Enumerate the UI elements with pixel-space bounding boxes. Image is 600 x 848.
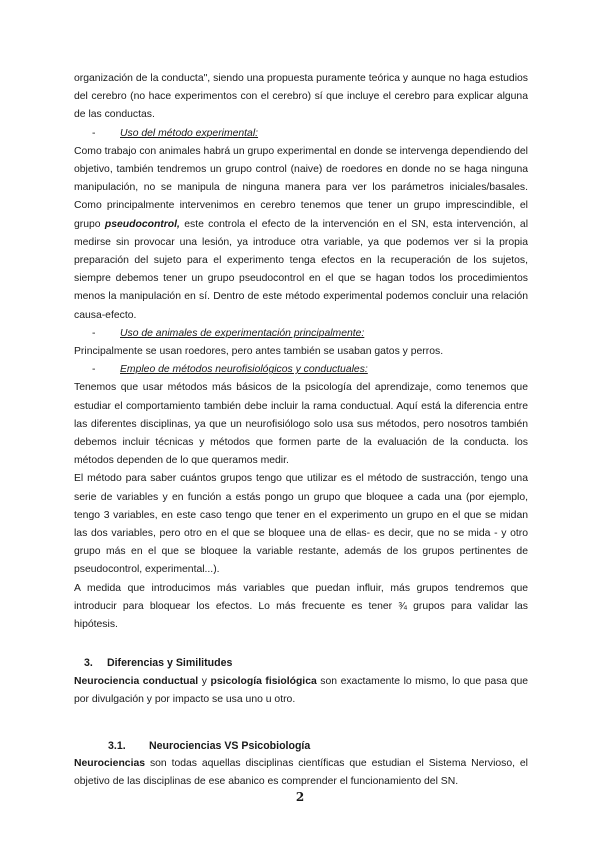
page-number: 2	[295, 790, 305, 804]
section-number: 3.1.	[108, 739, 126, 752]
metodo-experimental-paragraph	[74, 143, 528, 325]
section-3-heading	[74, 654, 528, 672]
sustraccion-paragraph: El método para saber cuántos grupos tengo que utilizar es el método de sustracción, tengo una serie de variables y en función a estás pongo un grupo que bloquee a cada una (por ejemplo, tengo 3 variables, en este caso tengo que tener en el experimento un grupo en el que se midan las dos variables, pero otro en el que se bloquee una de ellas- es decir, que no se mida - y otro grupo más en el que se bloquee la variable restante, además de los grupos pertinentes de pseudocontrol, experimental...).	[74, 473, 528, 576]
bullet-dash: -	[92, 364, 96, 376]
term-neurociencia-conductual: Neurociencia conductual	[74, 675, 199, 687]
bullet-title: Uso de animales de experimentación principalmente:	[120, 327, 365, 339]
metodos-paragraph: Tenemos que usar métodos más básicos de la psicología del aprendizaje, como tenemos que estudiar el comportamiento también debe incluir la rama conductual. Aquí está la diferencia entre las diferentes disciplinas, ya que un neurofisiólogo solo usa sus métodos, pero nosotros también debemos incluir técnicas y métodos que formen parte de la evaluación de la conducta. los métodos dependen de lo que queramos medir.	[74, 382, 528, 467]
section-title: Neurociencias VS Psicobiología	[148, 739, 311, 752]
variables-paragraph: A medida que introducimos más variables que puedan influir, más grupos tendremos que introducir para bloquear los efectos. Lo más frecuente es tener ¾ grupos para validar las hipótesis.	[74, 582, 528, 631]
spacer	[74, 709, 528, 717]
section-3-1-heading	[74, 737, 528, 755]
bullet-item-metodos-neurofisiologicos	[74, 361, 528, 379]
section-3-1-paragraph	[74, 755, 528, 791]
bullet-item-metodo-experimental	[74, 125, 528, 143]
bullet-item-animales	[74, 325, 528, 343]
bullet-title: Uso del método experimental:	[120, 127, 259, 139]
section-3-paragraph	[74, 673, 528, 709]
section-number: 3.	[84, 657, 93, 670]
paragraph-text: este controla el efecto de la intervención en el SN, esta intervención, al medirse sin provocar una lesión, ya introduce otra variable, ya que podemos ver si la propia preparación del sujeto para el experimento tenga efectos en la recuperación de los sujetos, siempre debemos tener un grupo pseudocontrol en el que se hagan todos los procedimientos menos la manipulación en sí. Dentro de este método experimental podemos concluir una relación causa-efecto.	[74, 218, 528, 321]
animales-paragraph: Principalmente se usan roedores, pero antes también se usaban gatos y perros.	[74, 346, 444, 358]
intro-paragraph: organización de la conducta", siendo una propuesta puramente teórica y aunque no haga estudios del cerebro (no hace experimentos con el cerebro) sí que incluye el cerebro para explicar alguna de las conductas.	[74, 73, 528, 121]
paragraph-text: Como trabajo con animales habrá un grupo experimental en donde se intervenga dependiendo del objetivo, también tendremos un grupo control (naive) de roedores en donde no se haga ninguna manipulación, no se manipula de ninguna manera para ver los parámetros iniciales/basales. Como principalmente intervenimos en cerebro tenemos que tener un grupo imprescindible, el grupo	[74, 145, 528, 230]
paragraph-text: son todas aquellas disciplinas científicas que estudian el Sistema Nervioso, el objetivo de las disciplinas de ese abanico es comprender el funcionamiento del SN.	[74, 758, 528, 788]
connector-text: y	[201, 675, 207, 687]
pseudocontrol-term: pseudocontrol,	[104, 218, 180, 230]
page-content	[74, 70, 528, 792]
bullet-dash: -	[92, 127, 96, 139]
paragraph-text: son exactamente lo mismo, lo que pasa que por divulgación y por impacto se usa uno u otro.	[74, 675, 529, 705]
term-neurociencias: Neurociencias	[74, 758, 146, 770]
bullet-dash: -	[92, 327, 96, 339]
section-title: Diferencias y Similitudes	[106, 657, 233, 670]
bullet-title: Empleo de métodos neurofisiológicos y conductuales:	[120, 364, 368, 376]
term-psicologia-fisiologica: psicología fisiológica	[210, 675, 317, 687]
